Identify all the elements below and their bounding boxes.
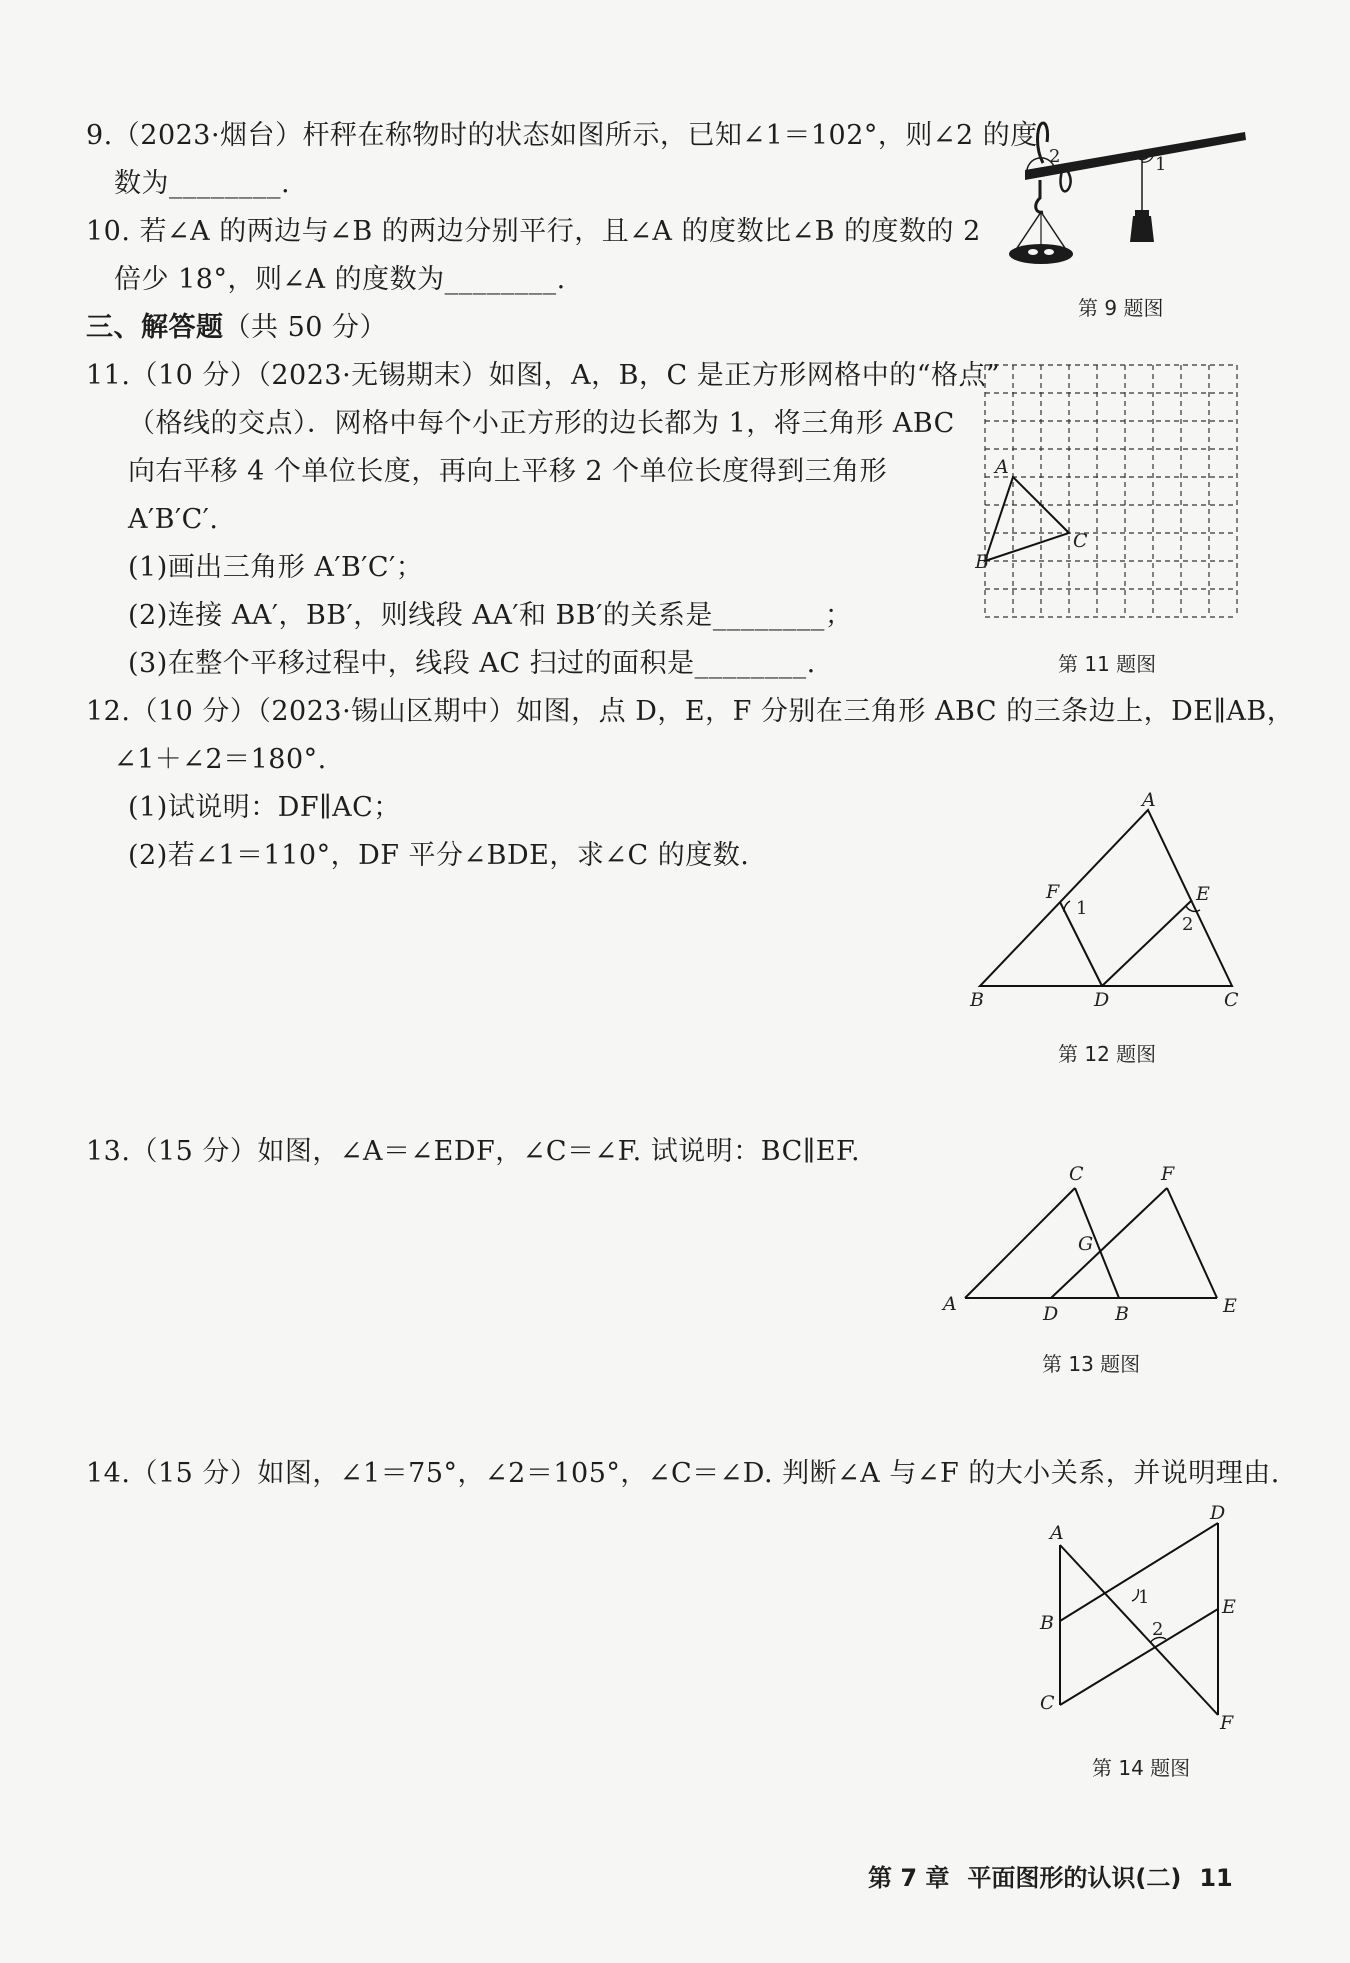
q13-caption: 第 13 题图 [1042, 1352, 1141, 1376]
figure-13 [935, 1160, 1255, 1330]
fig14-label-F: F [1220, 1712, 1234, 1734]
fig14-label-D: D [1210, 1505, 1226, 1524]
q14-caption: 第 14 题图 [1092, 1756, 1191, 1780]
figure-9 [1005, 118, 1255, 278]
fig12-angle1-label: 1 [1076, 898, 1088, 919]
figure-14 [1030, 1505, 1250, 1735]
page-number: 11 [1199, 1864, 1233, 1892]
q10-line1: 10. 若∠A 的两边与∠B 的两边分别平行，且∠A 的度数比∠B 的度数的 2 [86, 216, 981, 247]
fig14-label-B: B [1040, 1612, 1054, 1634]
figure-11 [975, 355, 1245, 625]
fig14-label-E: E [1222, 1596, 1236, 1618]
triangle-abc [985, 477, 1069, 561]
q12-sub1: (1)试说明：DF∥AC； [128, 792, 401, 823]
q12-line2: ∠1＋∠2＝180°. [114, 744, 327, 775]
q12-line1: 12.（10 分）（2023·锡山区期中）如图，点 D，E，F 分别在三角形 ABC 的三条边上，DE∥AB， [86, 696, 1295, 727]
fig12-label-C: C [1224, 989, 1239, 1011]
q11-line4: A′B′C′. [128, 504, 219, 535]
fig12-label-B: B [970, 989, 984, 1011]
fig11-label-B: B [975, 551, 989, 573]
fig12-label-E: E [1196, 883, 1210, 905]
figure-12 [960, 790, 1250, 1020]
q14-line1: 14.（15 分）如图，∠1＝75°，∠2＝105°，∠C＝∠D. 判断∠A 与∠F 的大小关系，并说明理由. [86, 1458, 1280, 1489]
q11-caption: 第 11 题图 [1058, 652, 1157, 676]
q13-line1: 13.（15 分）如图，∠A＝∠EDF，∠C＝∠F. 试说明：BC∥EF. [86, 1136, 861, 1167]
q11-line2: （格线的交点）．网格中每个小正方形的边长都为 1，将三角形 ABC [128, 408, 955, 439]
footer-chapter: 第 7 章 [868, 1864, 950, 1892]
fig13-label-D: D [1043, 1303, 1059, 1325]
fig14-label-C: C [1040, 1692, 1055, 1714]
fig12-label-F: F [1046, 881, 1060, 903]
grid-lines [985, 365, 1237, 617]
q11-sub2: (2)连接 AA′，BB′，则线段 AA′和 BB′的关系是________； [128, 600, 853, 631]
fig12-angle2-label: 2 [1182, 914, 1194, 935]
q12-sub2: (2)若∠1＝110°，DF 平分∠BDE，求∠C 的度数. [128, 840, 750, 871]
page-footer [868, 1858, 1251, 1893]
q9-caption: 第 9 题图 [1078, 296, 1164, 320]
fig13-label-G: G [1078, 1233, 1094, 1255]
fig11-label-C: C [1073, 530, 1088, 552]
fig13-label-F: F [1161, 1163, 1175, 1185]
fig13-label-B: B [1115, 1303, 1129, 1325]
fig9-angle1-label: 1 [1155, 154, 1167, 175]
q9-line1: 9.（2023·烟台）杆秤在称物时的状态如图所示，已知∠1＝102°，则∠2 的度 [86, 120, 1038, 151]
fig11-label-A: A [995, 456, 1009, 478]
q11-line3: 向右平移 4 个单位长度，再向上平移 2 个单位长度得到三角形 [128, 456, 888, 487]
fig9-angle2-label: 2 [1049, 146, 1061, 167]
q11-sub3: (3)在整个平移过程中，线段 AC 扫过的面积是________. [128, 648, 816, 679]
q9-line2: 数为________. [114, 168, 291, 199]
fig14-label-A: A [1050, 1522, 1064, 1544]
fig13-label-E: E [1223, 1295, 1237, 1317]
q11-line1: 11.（10 分）（2023·无锡期末）如图，A，B，C 是正方形网格中的“格点” [86, 360, 1001, 391]
section3-title: 三、解答题 [86, 312, 224, 343]
footer-title: 平面图形的认识(二) [967, 1864, 1182, 1892]
section3-heading [86, 310, 387, 346]
fig14-angle1-label: 1 [1138, 1587, 1150, 1608]
fig13-label-C: C [1069, 1163, 1084, 1185]
q12-caption: 第 12 题图 [1058, 1042, 1157, 1066]
fig12-label-A: A [1142, 790, 1156, 811]
fig13-label-A: A [943, 1293, 957, 1315]
q11-sub1: (1)画出三角形 A′B′C′； [128, 552, 424, 583]
fig14-angle2-label: 2 [1152, 1619, 1164, 1640]
section3-note: （共 50 分） [223, 312, 388, 343]
fig12-label-D: D [1094, 989, 1110, 1011]
q10-line2: 倍少 18°，则∠A 的度数为________. [114, 264, 566, 295]
